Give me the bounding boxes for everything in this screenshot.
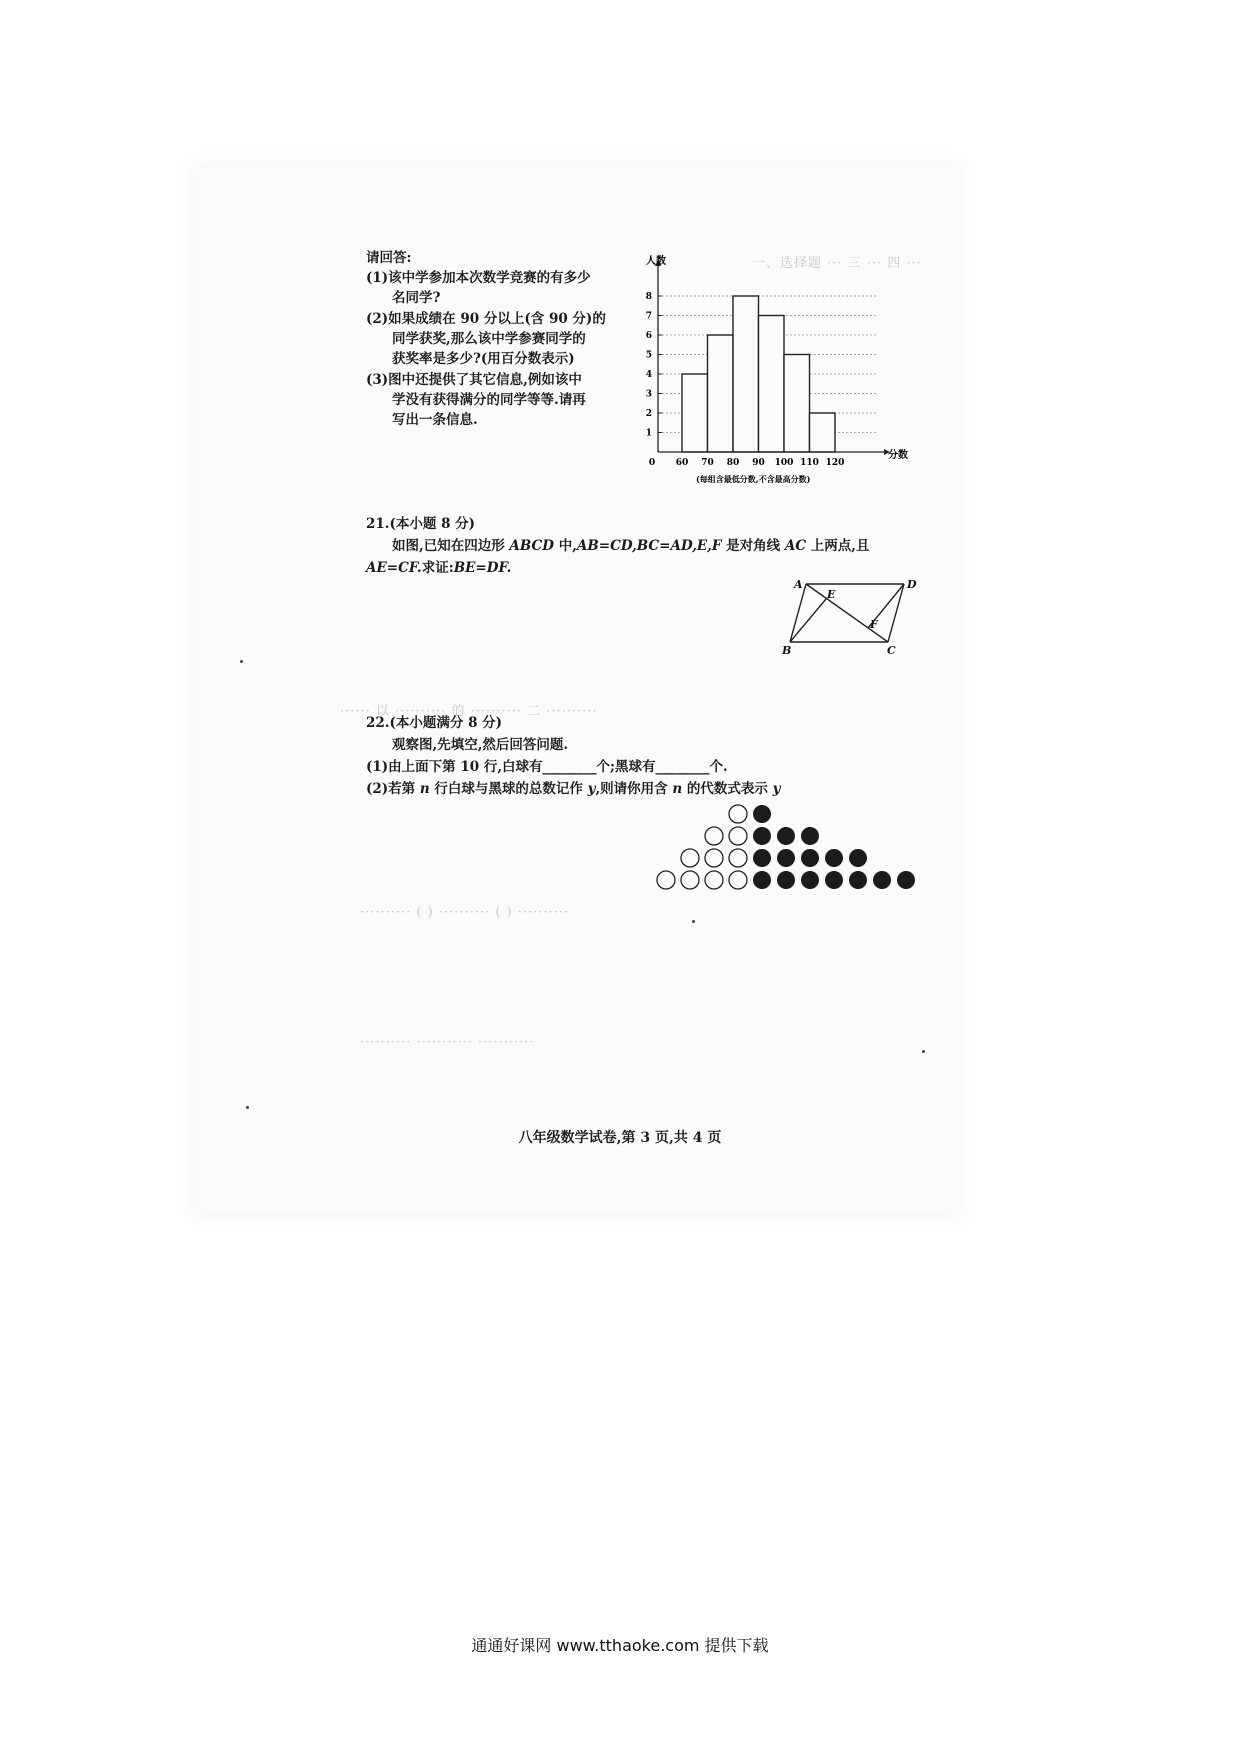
histogram-bar	[784, 355, 810, 453]
white-ball	[705, 871, 723, 889]
q20-item3-cont: 学没有获得满分的同学等等.请再	[392, 392, 586, 408]
q22-line1: 观察图,先填空,然后回答问题.	[392, 737, 569, 753]
q22-line2: (1)由上面下第 10 行,白球有________个;黑球有________个.	[366, 759, 728, 775]
q20-item2: (2)如果成绩在 90 分以上(含 90 分)的	[366, 311, 606, 327]
x-tick-label: 110	[800, 458, 819, 468]
label-f: F	[870, 618, 878, 631]
q20-intro: 请回答:	[366, 250, 412, 266]
page-footer: 八年级数学试卷,第 3 页,共 4 页	[518, 1130, 722, 1146]
white-ball	[681, 849, 699, 867]
bleed-through-text: 一、选择题 ··· 三 ··· 四 ···	[752, 256, 922, 271]
black-ball	[801, 849, 819, 867]
q21-text: 是对角线	[721, 538, 785, 554]
white-ball	[729, 805, 747, 823]
q21-line2	[366, 558, 511, 578]
x-tick-label: 100	[774, 458, 794, 468]
black-ball	[777, 849, 795, 867]
q21-text: 求证:	[421, 560, 454, 576]
q21-text: 中,	[554, 538, 577, 554]
q22-math: n	[672, 781, 683, 797]
label-b: B	[782, 644, 792, 657]
histogram-note: (每组含最低分数,不含最高分数)	[696, 474, 811, 484]
site-footer: 通通好课网 www.tthaoke.com 提供下载	[471, 1636, 769, 1655]
black-ball	[753, 827, 771, 845]
black-ball	[825, 849, 843, 867]
black-ball	[897, 871, 915, 889]
q21-text: 如图,已知在四边形	[392, 538, 510, 554]
y-tick-label: 6	[645, 331, 652, 341]
histogram-bars	[682, 296, 835, 452]
label-a: A	[794, 578, 803, 591]
black-ball	[825, 871, 843, 889]
x-tick-label: 60	[675, 458, 689, 468]
white-ball	[681, 871, 699, 889]
q21-math: BE=DF.	[453, 560, 512, 576]
ball-pattern	[655, 802, 925, 898]
y-tick-label: 1	[645, 428, 652, 439]
q20-item3-cont2: 写出一条信息.	[392, 412, 478, 428]
q21-math: AB=CD,BC=AD,E,F	[576, 538, 722, 554]
y-tick-label: 5	[645, 350, 652, 361]
q22-math: y	[772, 781, 781, 797]
black-ball	[873, 871, 891, 889]
q21-math: AE=CF.	[366, 560, 422, 576]
white-ball	[705, 849, 723, 867]
q20-item1-cont: 名同学?	[392, 290, 441, 306]
scan-speck	[240, 660, 243, 663]
q22-math: n	[419, 781, 430, 797]
white-ball	[657, 871, 675, 889]
q22-heading: 22.(本小题满分 8 分)	[366, 715, 503, 731]
q22-text: ,则请你用含	[595, 781, 673, 797]
scan-speck	[922, 1050, 925, 1053]
q20-item1: (1)该中学参加本次数学竞赛的有多少	[366, 270, 591, 286]
x-tick-label: 80	[726, 458, 740, 468]
black-ball	[753, 871, 771, 889]
bleed-through-text: ·········· ( ) ·········· ( ) ··········	[360, 905, 570, 920]
q22-text: 行白球与黑球的总数记作	[429, 781, 588, 797]
y-tick-label: 8	[645, 292, 652, 302]
y-tick-labels	[646, 292, 652, 439]
q21-heading: 21.(本小题 8 分)	[366, 516, 476, 532]
white-ball	[729, 871, 747, 889]
white-ball	[729, 827, 747, 845]
y-axis-label: 人数	[646, 256, 666, 267]
scan-speck	[692, 920, 695, 923]
q22-text: (2)若第	[366, 781, 420, 797]
q20-item2-cont: 同学获奖,那么该中学参赛同学的	[392, 331, 586, 347]
histogram-bar	[682, 374, 708, 452]
label-e: E	[827, 588, 836, 601]
black-ball	[753, 849, 771, 867]
q21-math: ABCD	[509, 538, 554, 554]
black-ball	[777, 871, 795, 889]
black-ball	[849, 871, 867, 889]
black-ball	[801, 827, 819, 845]
black-ball	[801, 871, 819, 889]
y-tick-label: 3	[645, 389, 652, 400]
histogram-bar	[759, 316, 785, 453]
q21-text: 上两点,且	[806, 538, 870, 554]
score-histogram	[640, 248, 908, 488]
scan-speck	[246, 1106, 249, 1109]
y-tick-label: 4	[645, 370, 652, 380]
q22-text: 的代数式表示	[682, 781, 773, 797]
x-tick-label: 120	[825, 458, 845, 468]
quadrilateral-figure	[780, 578, 920, 656]
x-tick-label: 0	[648, 458, 656, 468]
black-ball	[753, 805, 771, 823]
q22-line3	[366, 779, 780, 799]
bleed-through-text: ·········· ··········· ···········	[360, 1035, 535, 1050]
q21-math: AC	[784, 538, 807, 554]
label-c: C	[887, 644, 896, 657]
x-tick-labels	[649, 458, 845, 468]
histogram-bar	[733, 296, 759, 452]
black-ball	[777, 827, 795, 845]
histogram-bar	[810, 413, 836, 452]
histogram-bar	[708, 335, 734, 452]
q21-line1	[392, 536, 870, 556]
x-tick-label: 90	[752, 458, 765, 468]
diagonal-ac	[806, 584, 888, 642]
white-ball	[705, 827, 723, 845]
y-tick-label: 2	[645, 409, 652, 419]
y-tick-label: 7	[645, 311, 652, 322]
white-ball	[729, 849, 747, 867]
black-ball	[849, 849, 867, 867]
x-tick-label: 70	[701, 458, 714, 468]
q20-item2-cont2: 获奖率是多少?(用百分数表示)	[392, 351, 575, 367]
q20-item3: (3)图中还提供了其它信息,例如该中	[366, 372, 582, 388]
bleed-through-text: ······ 以 ·········· 的 ·········· 二 ··········	[340, 704, 598, 719]
label-d: D	[907, 578, 917, 591]
q22-math: y	[587, 781, 596, 797]
x-axis-label: 分数	[888, 450, 908, 461]
